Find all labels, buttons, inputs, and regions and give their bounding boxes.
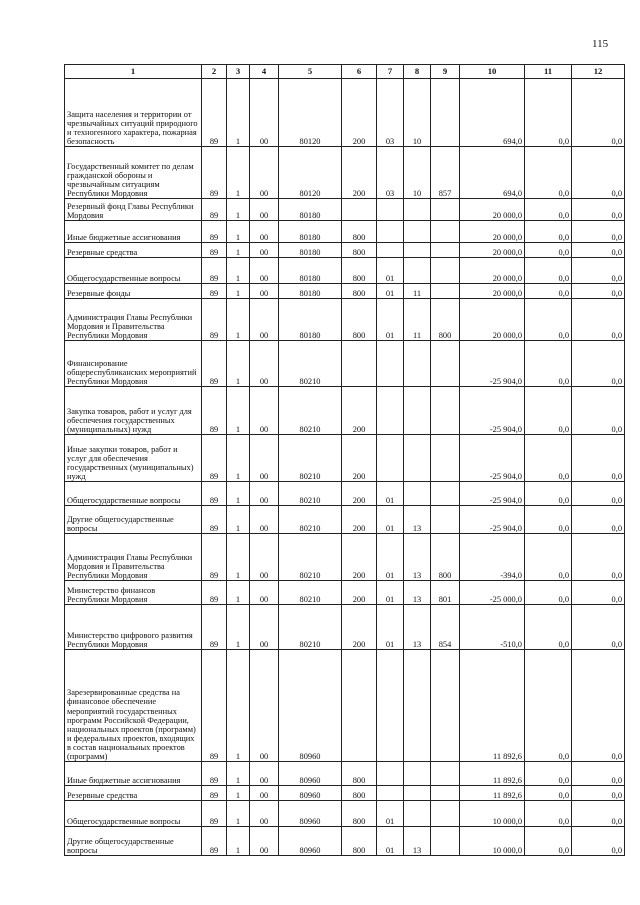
- col12-amount: 0,0: [572, 199, 625, 221]
- col-header: 1: [65, 65, 202, 79]
- col3-cell: 1: [227, 221, 250, 243]
- col-header: 6: [342, 65, 377, 79]
- col4-cell: 00: [250, 341, 279, 387]
- col3-cell: 1: [227, 506, 250, 534]
- col10-amount: -25 904,0: [460, 506, 525, 534]
- col5-cell: 80210: [279, 534, 342, 581]
- col4-cell: 00: [250, 605, 279, 650]
- col6-cell: 200: [342, 79, 377, 147]
- col12-amount: 0,0: [572, 79, 625, 147]
- row-name: Иные бюджетные ассигнования: [65, 762, 202, 786]
- table-header: [65, 65, 625, 79]
- row-name: Защита населения и территории от чрезвычайных ситуаций природного и техногенного характера, пожарная безопасность: [65, 79, 202, 147]
- col12-amount: 0,0: [572, 534, 625, 581]
- col9-cell: [431, 258, 460, 284]
- col9-cell: [431, 199, 460, 221]
- col11-amount: 0,0: [525, 387, 572, 435]
- col-header: 3: [227, 65, 250, 79]
- row-name: Другие общегосударственные вопросы: [65, 506, 202, 534]
- col9-cell: 800: [431, 299, 460, 341]
- col6-cell: 200: [342, 482, 377, 506]
- col3-cell: 1: [227, 435, 250, 482]
- col11-amount: 0,0: [525, 435, 572, 482]
- col3-cell: 1: [227, 534, 250, 581]
- col4-cell: 00: [250, 435, 279, 482]
- col8-cell: 13: [404, 827, 431, 856]
- row-name: Министерство финансов Республики Мордовия: [65, 581, 202, 605]
- col9-cell: [431, 827, 460, 856]
- col8-cell: [404, 650, 431, 762]
- col2-cell: 89: [202, 506, 227, 534]
- table-row: [65, 534, 625, 581]
- col5-cell: 80210: [279, 605, 342, 650]
- col12-amount: 0,0: [572, 299, 625, 341]
- col9-cell: [431, 284, 460, 299]
- col5-cell: 80210: [279, 482, 342, 506]
- col4-cell: 00: [250, 801, 279, 827]
- col11-amount: 0,0: [525, 534, 572, 581]
- col2-cell: 89: [202, 581, 227, 605]
- col8-cell: 13: [404, 506, 431, 534]
- col10-amount: 11 892,6: [460, 786, 525, 801]
- col5-cell: 80960: [279, 650, 342, 762]
- col6-cell: 800: [342, 801, 377, 827]
- col4-cell: 00: [250, 387, 279, 435]
- col5-cell: 80960: [279, 786, 342, 801]
- col11-amount: 0,0: [525, 258, 572, 284]
- col10-amount: 10 000,0: [460, 801, 525, 827]
- col3-cell: 1: [227, 199, 250, 221]
- col8-cell: [404, 387, 431, 435]
- table-row: [65, 79, 625, 147]
- col5-cell: 80960: [279, 801, 342, 827]
- col9-cell: 800: [431, 534, 460, 581]
- col7-cell: 01: [377, 827, 404, 856]
- col9-cell: 854: [431, 605, 460, 650]
- col12-amount: 0,0: [572, 581, 625, 605]
- col11-amount: 0,0: [525, 801, 572, 827]
- col5-cell: 80180: [279, 221, 342, 243]
- row-name: Резервные фонды: [65, 284, 202, 299]
- col11-amount: 0,0: [525, 506, 572, 534]
- col6-cell: 800: [342, 284, 377, 299]
- col10-amount: 20 000,0: [460, 243, 525, 258]
- col12-amount: 0,0: [572, 650, 625, 762]
- col4-cell: 00: [250, 581, 279, 605]
- col10-amount: 20 000,0: [460, 199, 525, 221]
- col12-amount: 0,0: [572, 221, 625, 243]
- col7-cell: 01: [377, 534, 404, 581]
- col10-amount: 10 000,0: [460, 827, 525, 856]
- col11-amount: 0,0: [525, 786, 572, 801]
- col2-cell: 89: [202, 284, 227, 299]
- col5-cell: 80180: [279, 284, 342, 299]
- col7-cell: 03: [377, 79, 404, 147]
- col11-amount: 0,0: [525, 243, 572, 258]
- col6-cell: 800: [342, 827, 377, 856]
- col9-cell: [431, 387, 460, 435]
- col4-cell: 00: [250, 79, 279, 147]
- col2-cell: 89: [202, 258, 227, 284]
- col11-amount: 0,0: [525, 341, 572, 387]
- col12-amount: 0,0: [572, 284, 625, 299]
- col6-cell: 200: [342, 506, 377, 534]
- col10-amount: -394,0: [460, 534, 525, 581]
- col3-cell: 1: [227, 762, 250, 786]
- col2-cell: 89: [202, 299, 227, 341]
- col-header: 7: [377, 65, 404, 79]
- col12-amount: 0,0: [572, 147, 625, 199]
- row-name: Финансирование общереспубликанских мероприятий Республики Мордовия: [65, 341, 202, 387]
- row-name: Резервные средства: [65, 786, 202, 801]
- col3-cell: 1: [227, 147, 250, 199]
- col-header: 9: [431, 65, 460, 79]
- table-row: [65, 506, 625, 534]
- col2-cell: 89: [202, 786, 227, 801]
- col2-cell: 89: [202, 387, 227, 435]
- col8-cell: [404, 786, 431, 801]
- table-row: [65, 605, 625, 650]
- col2-cell: 89: [202, 482, 227, 506]
- col12-amount: 0,0: [572, 243, 625, 258]
- table-row: [65, 482, 625, 506]
- row-name: Закупка товаров, работ и услуг для обеспечения государственных (муниципальных) нужд: [65, 387, 202, 435]
- col4-cell: 00: [250, 284, 279, 299]
- col11-amount: 0,0: [525, 581, 572, 605]
- col9-cell: [431, 341, 460, 387]
- col5-cell: 80210: [279, 387, 342, 435]
- table-row: [65, 258, 625, 284]
- col9-cell: [431, 243, 460, 258]
- col6-cell: 200: [342, 581, 377, 605]
- col12-amount: 0,0: [572, 482, 625, 506]
- col7-cell: 01: [377, 506, 404, 534]
- col10-amount: -25 904,0: [460, 482, 525, 506]
- col8-cell: [404, 801, 431, 827]
- col7-cell: [377, 243, 404, 258]
- col12-amount: 0,0: [572, 341, 625, 387]
- col12-amount: 0,0: [572, 387, 625, 435]
- col8-cell: 11: [404, 299, 431, 341]
- col2-cell: 89: [202, 801, 227, 827]
- col3-cell: 1: [227, 581, 250, 605]
- col10-amount: 20 000,0: [460, 299, 525, 341]
- col7-cell: 03: [377, 147, 404, 199]
- col9-cell: [431, 482, 460, 506]
- col9-cell: [431, 506, 460, 534]
- table-row: [65, 762, 625, 786]
- table-row: [65, 199, 625, 221]
- col12-amount: 0,0: [572, 435, 625, 482]
- page-number: 115: [592, 38, 609, 50]
- col3-cell: 1: [227, 650, 250, 762]
- col2-cell: 89: [202, 341, 227, 387]
- col2-cell: 89: [202, 827, 227, 856]
- table-row: [65, 221, 625, 243]
- table-row: [65, 299, 625, 341]
- col3-cell: 1: [227, 786, 250, 801]
- row-name: Резервные средства: [65, 243, 202, 258]
- col3-cell: 1: [227, 801, 250, 827]
- col3-cell: 1: [227, 243, 250, 258]
- row-name: Министерство цифрового развития Республики Мордовия: [65, 605, 202, 650]
- col3-cell: 1: [227, 827, 250, 856]
- col2-cell: 89: [202, 605, 227, 650]
- col7-cell: [377, 435, 404, 482]
- col5-cell: 80180: [279, 258, 342, 284]
- col5-cell: 80180: [279, 299, 342, 341]
- col10-amount: -510,0: [460, 605, 525, 650]
- col-header: 4: [250, 65, 279, 79]
- col8-cell: 10: [404, 147, 431, 199]
- row-name: Другие общегосударственные вопросы: [65, 827, 202, 856]
- col10-amount: 694,0: [460, 79, 525, 147]
- table-body: [65, 79, 625, 856]
- col9-cell: 857: [431, 147, 460, 199]
- col10-amount: 694,0: [460, 147, 525, 199]
- col4-cell: 00: [250, 650, 279, 762]
- col6-cell: 200: [342, 387, 377, 435]
- col4-cell: 00: [250, 827, 279, 856]
- col8-cell: [404, 482, 431, 506]
- col5-cell: 80210: [279, 581, 342, 605]
- table-row: [65, 435, 625, 482]
- col4-cell: 00: [250, 762, 279, 786]
- col5-cell: 80210: [279, 435, 342, 482]
- table-row: [65, 387, 625, 435]
- col8-cell: [404, 762, 431, 786]
- col3-cell: 1: [227, 387, 250, 435]
- col5-cell: 80180: [279, 243, 342, 258]
- table-row: [65, 243, 625, 258]
- col11-amount: 0,0: [525, 79, 572, 147]
- col10-amount: 11 892,6: [460, 762, 525, 786]
- col10-amount: 11 892,6: [460, 650, 525, 762]
- col7-cell: 01: [377, 801, 404, 827]
- table-row: [65, 801, 625, 827]
- col6-cell: [342, 199, 377, 221]
- col8-cell: 10: [404, 79, 431, 147]
- col6-cell: 200: [342, 147, 377, 199]
- col6-cell: 800: [342, 299, 377, 341]
- col7-cell: 01: [377, 258, 404, 284]
- row-name: Администрация Главы Республики Мордовия и Правительства Республики Мордовия: [65, 534, 202, 581]
- col6-cell: 200: [342, 435, 377, 482]
- col11-amount: 0,0: [525, 284, 572, 299]
- col-header: 10: [460, 65, 525, 79]
- col8-cell: [404, 243, 431, 258]
- col8-cell: 13: [404, 605, 431, 650]
- col11-amount: 0,0: [525, 482, 572, 506]
- col2-cell: 89: [202, 534, 227, 581]
- col2-cell: 89: [202, 221, 227, 243]
- col4-cell: 00: [250, 199, 279, 221]
- col7-cell: [377, 341, 404, 387]
- col3-cell: 1: [227, 605, 250, 650]
- col-header: 8: [404, 65, 431, 79]
- col12-amount: 0,0: [572, 786, 625, 801]
- col7-cell: [377, 221, 404, 243]
- row-name: Иные бюджетные ассигнования: [65, 221, 202, 243]
- col7-cell: [377, 387, 404, 435]
- col2-cell: 89: [202, 435, 227, 482]
- col9-cell: [431, 762, 460, 786]
- table-row: [65, 147, 625, 199]
- row-name: Общегосударственные вопросы: [65, 258, 202, 284]
- col9-cell: [431, 435, 460, 482]
- col-header: 5: [279, 65, 342, 79]
- col3-cell: 1: [227, 299, 250, 341]
- col7-cell: 01: [377, 482, 404, 506]
- col5-cell: 80960: [279, 827, 342, 856]
- col11-amount: 0,0: [525, 827, 572, 856]
- col12-amount: 0,0: [572, 827, 625, 856]
- col11-amount: 0,0: [525, 605, 572, 650]
- col11-amount: 0,0: [525, 147, 572, 199]
- col10-amount: 20 000,0: [460, 258, 525, 284]
- col8-cell: [404, 435, 431, 482]
- col8-cell: [404, 341, 431, 387]
- col6-cell: 200: [342, 534, 377, 581]
- col8-cell: 13: [404, 534, 431, 581]
- col5-cell: 80210: [279, 506, 342, 534]
- col6-cell: 800: [342, 786, 377, 801]
- col6-cell: 800: [342, 258, 377, 284]
- row-name: Общегосударственные вопросы: [65, 801, 202, 827]
- col8-cell: 11: [404, 284, 431, 299]
- col6-cell: [342, 650, 377, 762]
- col5-cell: 80960: [279, 762, 342, 786]
- col4-cell: 00: [250, 482, 279, 506]
- col7-cell: 01: [377, 284, 404, 299]
- col4-cell: 00: [250, 258, 279, 284]
- col7-cell: 01: [377, 299, 404, 341]
- col7-cell: 01: [377, 605, 404, 650]
- col11-amount: 0,0: [525, 762, 572, 786]
- col3-cell: 1: [227, 482, 250, 506]
- col11-amount: 0,0: [525, 650, 572, 762]
- col3-cell: 1: [227, 284, 250, 299]
- col5-cell: 80180: [279, 199, 342, 221]
- row-name: Общегосударственные вопросы: [65, 482, 202, 506]
- table-row: [65, 284, 625, 299]
- col6-cell: 800: [342, 762, 377, 786]
- col4-cell: 00: [250, 786, 279, 801]
- col3-cell: 1: [227, 341, 250, 387]
- col2-cell: 89: [202, 762, 227, 786]
- col7-cell: [377, 199, 404, 221]
- col5-cell: 80120: [279, 147, 342, 199]
- col2-cell: 89: [202, 243, 227, 258]
- col11-amount: 0,0: [525, 199, 572, 221]
- col9-cell: 801: [431, 581, 460, 605]
- col-header: 11: [525, 65, 572, 79]
- col12-amount: 0,0: [572, 506, 625, 534]
- col3-cell: 1: [227, 79, 250, 147]
- table-row: [65, 650, 625, 762]
- col6-cell: 800: [342, 221, 377, 243]
- col10-amount: -25 904,0: [460, 387, 525, 435]
- col6-cell: 200: [342, 605, 377, 650]
- col7-cell: [377, 762, 404, 786]
- row-name: Государственный комитет по делам гражданской обороны и чрезвычайным ситуациям Республики Мордовия: [65, 147, 202, 199]
- col2-cell: 89: [202, 147, 227, 199]
- table-row: [65, 341, 625, 387]
- col12-amount: 0,0: [572, 258, 625, 284]
- col4-cell: 00: [250, 506, 279, 534]
- col4-cell: 00: [250, 221, 279, 243]
- col10-amount: 20 000,0: [460, 284, 525, 299]
- col8-cell: [404, 199, 431, 221]
- budget-table: [64, 64, 625, 856]
- row-name: Зарезервированные средства на финансовое обеспечение мероприятий государственных программ Российской Федерации, национальных проектов (программ) и федеральных проектов, входящих в состав национальных проектов (программ): [65, 650, 202, 762]
- col11-amount: 0,0: [525, 299, 572, 341]
- col7-cell: [377, 650, 404, 762]
- row-name: Иные закупки товаров, работ и услуг для обеспечения государственных (муниципальных) нужд: [65, 435, 202, 482]
- table-row: [65, 786, 625, 801]
- col2-cell: 89: [202, 199, 227, 221]
- col9-cell: [431, 650, 460, 762]
- row-name: Резервный фонд Главы Республики Мордовия: [65, 199, 202, 221]
- col12-amount: 0,0: [572, 762, 625, 786]
- col8-cell: [404, 221, 431, 243]
- col2-cell: 89: [202, 650, 227, 762]
- col10-amount: -25 904,0: [460, 435, 525, 482]
- col12-amount: 0,0: [572, 801, 625, 827]
- col8-cell: [404, 258, 431, 284]
- col9-cell: [431, 801, 460, 827]
- col10-amount: -25 904,0: [460, 341, 525, 387]
- col11-amount: 0,0: [525, 221, 572, 243]
- col5-cell: 80210: [279, 341, 342, 387]
- col6-cell: 800: [342, 243, 377, 258]
- col-header: 2: [202, 65, 227, 79]
- table-row: [65, 581, 625, 605]
- col9-cell: [431, 221, 460, 243]
- col8-cell: 13: [404, 581, 431, 605]
- table-row: [65, 827, 625, 856]
- col3-cell: 1: [227, 258, 250, 284]
- col2-cell: 89: [202, 79, 227, 147]
- col10-amount: -25 000,0: [460, 581, 525, 605]
- col4-cell: 00: [250, 243, 279, 258]
- col4-cell: 00: [250, 299, 279, 341]
- col-header: 12: [572, 65, 625, 79]
- col5-cell: 80120: [279, 79, 342, 147]
- col9-cell: [431, 786, 460, 801]
- col4-cell: 00: [250, 534, 279, 581]
- col12-amount: 0,0: [572, 605, 625, 650]
- col4-cell: 00: [250, 147, 279, 199]
- col9-cell: [431, 79, 460, 147]
- row-name: Администрация Главы Республики Мордовия и Правительства Республики Мордовия: [65, 299, 202, 341]
- col7-cell: [377, 786, 404, 801]
- col6-cell: [342, 341, 377, 387]
- col10-amount: 20 000,0: [460, 221, 525, 243]
- col7-cell: 01: [377, 581, 404, 605]
